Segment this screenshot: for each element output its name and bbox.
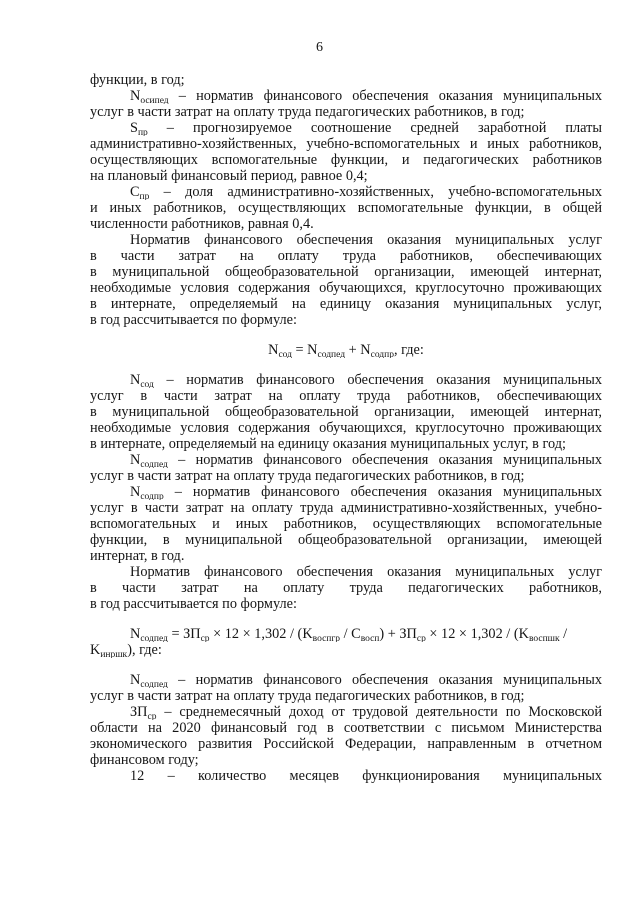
- paragraph-line: в интернате, определяемый на единицу оказания муниципальных услуг,: [90, 296, 602, 312]
- text-line: осуществляющих вспомогательные функции, и педагогических работников: [90, 152, 602, 168]
- text-line: услуг в части затрат на оплату труда работников, обеспечивающих: [90, 388, 602, 404]
- definition-c-pr: $С_{пр}$ – доля административно-хозяйственных, учебно-вспомогательных: [130, 184, 602, 200]
- document-body: [90, 72, 602, 784]
- text-line: области на 2020 финансовый год в соответствии с письмом Министерства: [90, 720, 602, 736]
- definition-s-pr: $S_{пр}$ – прогнозируемое соотношение средней заработной платы: [130, 120, 602, 136]
- definition-n-sodped-2: $N_{содпед}$ – норматив финансового обеспечения оказания муниципальных: [130, 672, 602, 688]
- text-line: функции, в год;: [90, 72, 185, 88]
- definition-n-sodped: $N_{содпед}$ – норматив финансового обеспечения оказания муниципальных: [130, 452, 602, 468]
- paragraph-line: в год рассчитывается по формуле:: [90, 312, 297, 328]
- text-line: вспомогательных и иных работников, осуществляющих вспомогательные: [90, 516, 602, 532]
- text-line: на плановый финансовый период, равное 0,4;: [90, 168, 368, 184]
- definition-n-sodpr: $N_{содпр}$ – норматив финансового обеспечения оказания муниципальных: [130, 484, 602, 500]
- text-line: в интернате, определяемый на единицу оказания муниципальных услуг, в год;: [90, 436, 566, 452]
- text-line: услуг в части затрат на оплату труда педагогических работников, в год;: [90, 688, 525, 704]
- paragraph-line: Норматив финансового обеспечения оказания муниципальных услуг: [130, 564, 602, 580]
- paragraph-line: Норматив финансового обеспечения оказания муниципальных услуг: [130, 232, 602, 248]
- text-line: услуг в части затрат на оплату труда педагогических работников, в год;: [90, 468, 525, 484]
- formula-n-sod: $N_{сод} = N_{содпед} + N_{содпр}$, где:: [268, 342, 424, 358]
- text-line: финансовом году;: [90, 752, 199, 768]
- text-line: численности работников, равная 0,4.: [90, 216, 314, 232]
- definition-zp-sr: $ЗП_{ср}$ – среднемесячный доход от трудовой деятельности по Московской: [130, 704, 602, 720]
- paragraph-line: в муниципальной общеобразовательной организации, имеющей интернат,: [90, 264, 602, 280]
- text-line: функции, в муниципальной общеобразовательной организации, имеющей: [90, 532, 602, 548]
- page-number: 6: [316, 40, 323, 55]
- text-line: и иных работников, осуществляющих вспомогательные функции, в общей: [90, 200, 602, 216]
- text-line: услуг в части затрат на оплату труда педагогических работников, в год;: [90, 104, 525, 120]
- paragraph-line: в год рассчитывается по формуле:: [90, 596, 297, 612]
- paragraph-line: в части затрат на оплату труда педагогических работников,: [90, 580, 602, 596]
- text-line: услуг в части затрат на оплату труда административно-хозяйственных, учебно-: [90, 500, 602, 516]
- text-line: в муниципальной общеобразовательной организации, имеющей интернат,: [90, 404, 602, 420]
- text-line: интернат, в год.: [90, 548, 185, 564]
- text-line: административно-хозяйственных, учебно-вспомогательных и иных работников,: [90, 136, 602, 152]
- paragraph-line: необходимые условия содержания обучающихся, круглосуточно проживающих: [90, 280, 602, 296]
- formula-continuation: $K_{инршк}$), где:: [90, 642, 162, 658]
- definition-n-osiped: $N_{осипед}$ – норматив финансового обеспечения оказания муниципальных: [130, 88, 602, 104]
- definition-months: 12 – количество месяцев функционирования муниципальных: [130, 768, 602, 784]
- formula-n-sodped: $N_{содпед} = ЗП_{ср} \times 12 \times 1,302 / (K_{воспгр} / С_{восп}) + ЗП_{ср} \times 12 \times 1,302 / (K_{воспшк}$ /: [130, 626, 568, 642]
- text-line: экономического развития Российской Федерации, направленным в отчетном: [90, 736, 602, 752]
- definition-n-sod: $N_{сод}$ – норматив финансового обеспечения оказания муниципальных: [130, 372, 602, 388]
- paragraph-line: в части затрат на оплату труда работников, обеспечивающих: [90, 248, 602, 264]
- text-line: необходимые условия содержания обучающихся, круглосуточно проживающих: [90, 420, 602, 436]
